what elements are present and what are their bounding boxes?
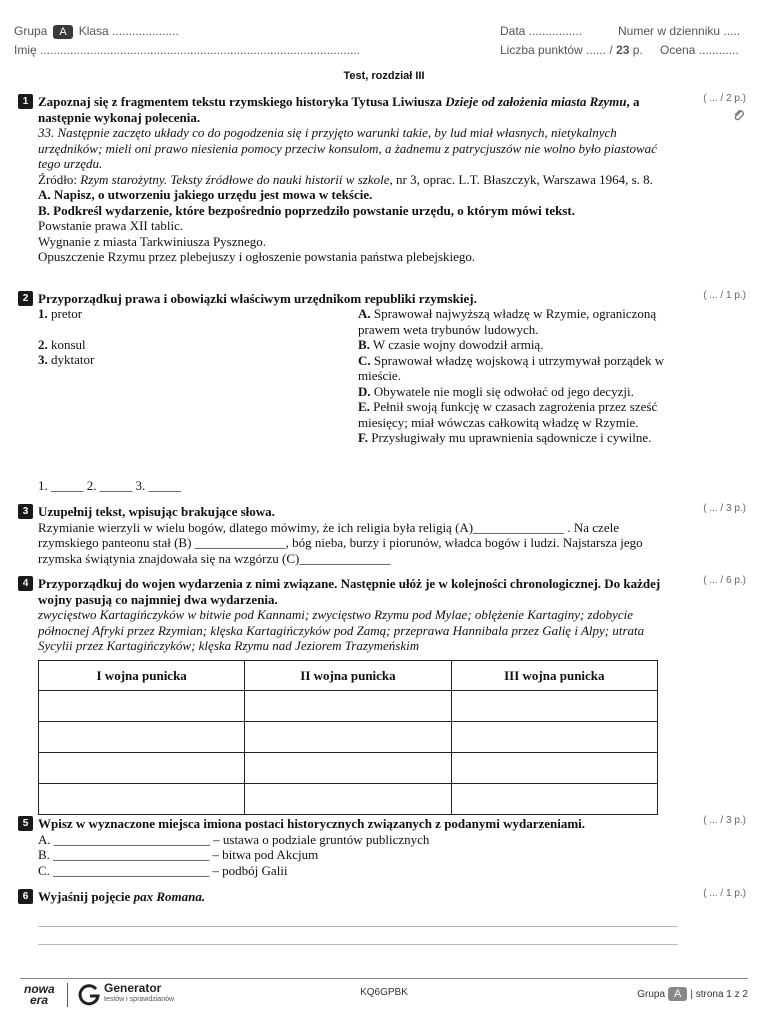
duty-letter: D. [358,383,371,399]
task-points-1: ( ... / 2 p.) [703,93,746,104]
date-field[interactable]: Data ................ [500,24,583,38]
duty-b [358,337,668,353]
task-points-3: ( ... / 3 p.) [703,503,746,514]
points-line [500,43,643,57]
citation-title: Rzym starożytny. Teksty źródłowe do nauki historii w szkole [80,171,390,187]
group-line [14,24,179,39]
points-unit: p. [629,43,643,57]
official-name: konsul [47,336,86,352]
answer-line-a[interactable]: A. ________________________ – ustawa o podziale gruntów publicznych [38,831,430,847]
table-cell[interactable] [245,722,451,753]
page-indicator: | strona 1 z 2 [690,989,748,1000]
table-row [39,753,658,784]
punic-wars-table [38,660,658,815]
table-row [39,691,658,722]
task-4-prompt: Przyporządkuj do wojen wydarzenia z nimi związane. Następnie ułóż je w kolejności chronologicznej. Do każdej wojny pasują co najmniej dwa wydarzenia. [38,576,661,607]
table-cell[interactable] [451,753,657,784]
task-points-5: ( ... / 3 p.) [703,815,746,826]
group-badge: A [53,25,72,39]
answer-line-b[interactable]: B. ________________________ – bitwa pod Akcjum [38,847,319,862]
book-title: Dzieje od założenia miasta Rzymu [445,94,627,109]
table-row [39,722,658,753]
task-5 [38,816,678,878]
answer-line-c[interactable]: C. ________________________ – podbój Galii [38,862,288,878]
duty-letter: A. [358,306,371,321]
prompt-text: Wyjaśnij pojęcie [38,889,134,904]
table-cell[interactable] [39,753,245,784]
option-2[interactable]: Wygnanie z miasta Tarkwiniusza Pysznego. [38,233,267,249]
points-label: Liczba punktów ...... / [500,43,617,57]
task-5-prompt: Wpisz w wyznaczone miejsca imiona postaci historycznych związanych z podanymi wydarzeniami. [38,816,586,831]
footer-group-badge: A [668,987,687,1001]
task-3-prompt: Uzupełnij tekst, wpisując brakujące słowa. [38,504,275,519]
test-code: KQ6GPBK [360,987,408,998]
term: pax Romana. [133,889,206,904]
task-points-6: ( ... / 1 p.) [703,888,746,899]
table-header-row [39,661,658,691]
table-cell[interactable] [245,784,451,815]
official-3 [38,352,338,368]
official-number: 1. [38,306,48,321]
task-number-3: 3 [18,504,33,519]
duty-a [358,306,668,337]
table-cell[interactable] [451,722,657,753]
points-max: 23 [616,43,630,57]
duty-c [358,353,668,384]
class-field[interactable]: Klasa .................... [78,24,179,38]
logo-word: nowa [24,982,55,996]
prompt-text: Zapoznaj się z fragmentem tekstu rzymskiego historyka Tytusa Liwiusza [38,94,446,109]
name-field[interactable]: Imię ................................................................................................ [14,43,361,57]
task-number-6: 6 [18,889,33,904]
official-1 [38,306,338,322]
duty-text: Przysługiwały mu uprawnienia sądownicze i cywilne. [368,430,652,445]
task-number-1: 1 [18,94,33,109]
task-2-prompt: Przyporządkuj prawa i obowiązki właściwym urzędnikom republiki rzymskiej. [38,291,477,306]
task-6-prompt [38,889,678,905]
prompt-text-end: , a następnie wykonaj polecenia. [38,94,640,125]
task-points-4: ( ... / 6 p.) [703,575,746,586]
duty-letter: E. [358,399,370,414]
task-1-prompt [38,94,678,125]
official-number: 2. [38,336,48,352]
footer-group-page [637,987,748,1001]
duty-text: Obywatele nie mogli się odwołać od jego decyzji. [370,383,634,399]
officials-list [38,306,338,368]
duty-letter: B. [358,337,370,352]
task-4-events: zwycięstwo Kartagińczyków w bitwie pod Kannami; zwycięstwo Rzymu pod Mylae; oblężenie Kartaginy; zdobycie północnej Afryki przez Rzymian; klęska Kartagińczyków pod Zamą; przeprawa Hannibala przez Galię i Alpy; utrata Sycylii przez Kartagińczyków; klęska Rzymu nad Jeziorem Trazymeńskim [38,607,645,653]
writing-line[interactable] [38,926,678,927]
task-points-2: ( ... / 1 p.) [703,290,746,301]
task-1-question-a: A. Napisz, o utworzeniu jakiego urzędu jest mowa w tekście. [38,187,373,202]
table-row [39,784,658,815]
duty-text: W czasie wojny dowodził armią. [369,337,544,352]
table-cell[interactable] [39,691,245,722]
duty-e [358,399,668,430]
option-3[interactable]: Opuszczenie Rzymu przez plebejuszy i ogłoszenie powstania państwa plebejskiego. [38,249,476,264]
duty-d [358,384,668,400]
task-3-gap-text[interactable]: Rzymianie wierzyli w wielu bogów, dlatego mówimy, że ich religia była religią (A)______________ . Na czele rzymskiego panteonu stał (B) ______________, bóg nieba, burzy i piorunów, władca bogów i ludzi. Najstarsza jego rzymska świątynia znajdowała się na wzgórzu (C)______________ [38,519,643,566]
official-number: 3. [38,352,48,367]
duty-text: Sprawował najwyższą władzę w Rzymie, ograniczoną prawem weta trybunów ludowych. [358,306,657,337]
citation-label: Źródło: [38,171,81,187]
duty-text: Sprawował władzę wojskową i utrzymywał porządek w mieście. [358,352,665,383]
source-quote: 33. Następnie zaczęto układy co do pogodzenia się i przyjęto warunki takie, by lud miał własnych, nietykalnych urzędników; mieli oni prawo niesienia pomocy przeciw konsulom, a żadnemu z patrycjuszów nie wolno było piastować tego urzędu. [38,125,657,171]
paperclip-icon[interactable] [732,108,746,122]
task-1 [38,94,678,265]
task-number-5: 5 [18,816,33,831]
table-cell[interactable] [39,784,245,815]
writing-line[interactable] [38,944,678,945]
citation-details: , nr 3, oprac. L.T. Błaszczyk, Warszawa 1964, s. 8. [389,171,653,187]
official-name: pretor [47,306,83,321]
footer-divider [20,978,748,979]
task-1-question-b: B. Podkreśl wydarzenie, które bezpośrednio poprzedziło powstanie urzędu, o którym mówi tekst. [38,202,575,218]
duty-letter: C. [358,352,371,368]
official-name: dyktator [47,352,95,367]
duty-f [358,430,668,446]
table-cell[interactable] [451,691,657,722]
group-label: Grupa [14,24,48,38]
duty-letter: F. [358,430,368,445]
source-citation [38,172,678,188]
task-3 [38,504,678,566]
table-cell[interactable] [245,691,451,722]
generator-title: Generator [104,981,162,995]
generator-subtitle: testów i sprawdzianów [104,996,175,1003]
duties-list [358,306,668,446]
task-4 [38,576,678,654]
table-cell[interactable] [451,784,657,815]
table-cell[interactable] [39,722,245,753]
column-header: II wojna punicka [245,661,451,691]
table-cell[interactable] [245,753,451,784]
option-1[interactable]: Powstanie prawa XII tablic. [38,218,184,233]
column-header: I wojna punicka [39,661,245,691]
column-header: III wojna punicka [451,661,657,691]
logo-word: era [30,993,49,1007]
task-number-2: 2 [18,291,33,306]
task-2-answer-line[interactable]: 1. _____ 2. _____ 3. _____ [38,478,181,493]
grade-field[interactable]: Ocena ............ [660,43,739,57]
journal-number-field[interactable]: Numer w dzienniku ..... [618,24,741,38]
page-title: Test, rozdział III [343,70,425,82]
task-number-4: 4 [18,576,33,591]
duty-text: Pełnił swoją funkcję w czasach zagrożenia przez sześć miesięcy; miał wówczas całkowitą władzę w Rzymie. [358,399,658,430]
footer-group-label: Grupa [637,989,666,1000]
official-2 [38,337,338,353]
